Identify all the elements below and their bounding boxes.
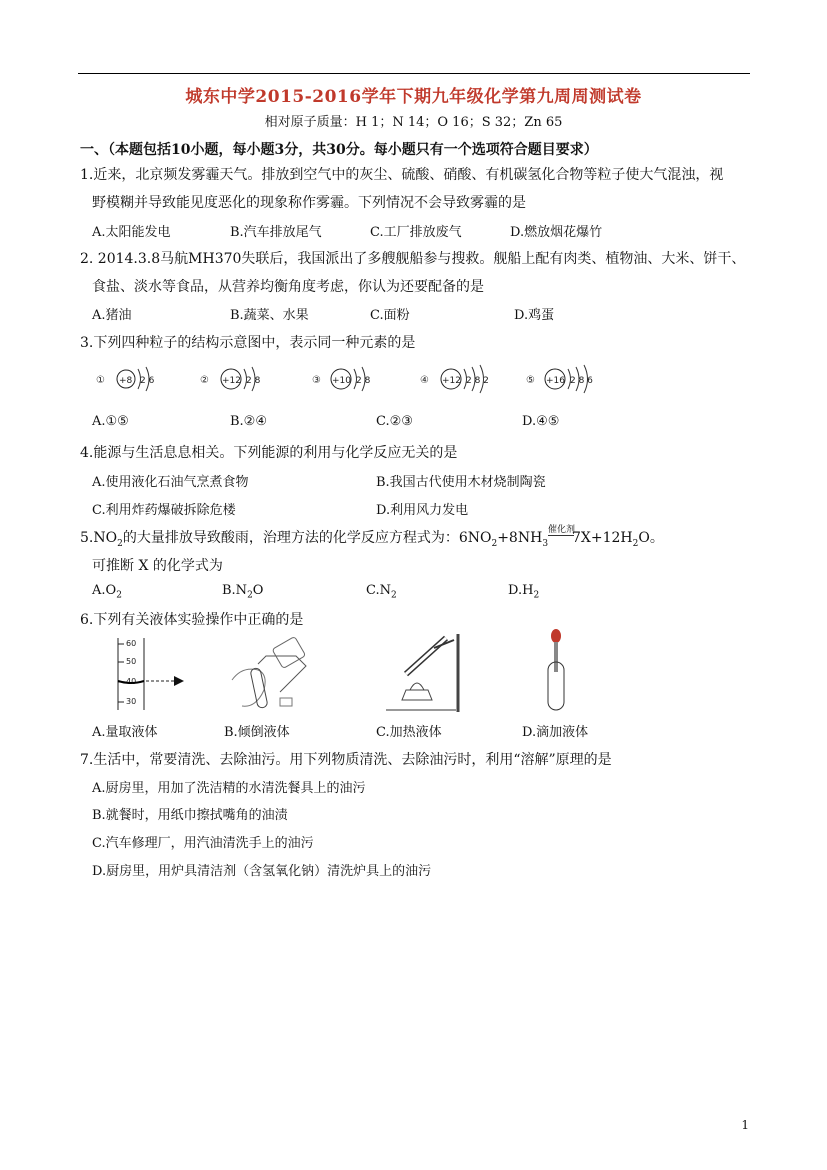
q2-option-c: C.面粉 (370, 308, 410, 323)
q5-d-sub: 2 (533, 590, 540, 601)
pouring-liquid-figure (218, 630, 318, 714)
reaction-arrow (548, 535, 574, 536)
q5-d-text: D.H (508, 583, 534, 598)
q4-option-a: A.使用液化石油气烹煮食物 (92, 475, 249, 490)
q5-sub-1: 2 (117, 538, 123, 549)
q4-option-d: D.利用风力发电 (376, 503, 469, 518)
svg-text:④: ④ (420, 375, 429, 386)
q5-text-c: +8NH (497, 530, 543, 546)
q7-option-c: C.汽车修理厂，用汽油清洗手上的油污 (92, 836, 314, 851)
q1-option-b: B.汽车排放尾气 (230, 225, 322, 240)
q5-b-post: O (252, 583, 264, 598)
scale-label-30: 30 (126, 697, 137, 706)
q5-a-text: A.O (92, 583, 117, 598)
q6-option-d: D.滴加液体 (522, 725, 589, 740)
q1-option-a: A.太阳能发电 (92, 225, 171, 240)
atomic-structure-diagrams (90, 360, 610, 396)
q5-text-b: 的大量排放导致酸雨，治理方法的化学反应方程式为：6NO (122, 530, 492, 546)
q1-option-d: D.燃放烟花爆竹 (510, 225, 603, 240)
svg-text:2 8 2: 2 8 2 (466, 376, 489, 386)
q5-sub-4: 2 (632, 538, 639, 549)
q3-option-d: D.④⑤ (522, 414, 560, 429)
q5-c-text: C.N (366, 583, 391, 598)
q1-stem-line2: 野模糊并导致能见度恶化的现象称作雾霾。下列情况不会导致雾霾的是 (92, 195, 526, 211)
svg-text:2 8: 2 8 (246, 376, 261, 386)
q5-option-b (222, 583, 263, 601)
particle-3 (312, 367, 371, 391)
q2-option-d: D.鸡蛋 (514, 308, 555, 323)
q4-option-c: C.利用炸药爆破拆除危楼 (92, 503, 236, 518)
q5-b-text: B.N (222, 583, 248, 598)
q3-option-c: C.②③ (376, 414, 413, 429)
q5-text-e: O。 (638, 530, 664, 546)
q5-option-d (508, 583, 539, 601)
q5-text-a: 5.NO (80, 530, 118, 546)
svg-text:⑤: ⑤ (526, 375, 535, 386)
svg-text:+8: +8 (119, 376, 133, 386)
q2-stem-line1: 2. 2014.3.8马航MH370失联后，我国派出了多艘舰船参与搜救。舰船上配有肉类、植物油、大米、饼干、 (80, 251, 746, 267)
svg-text:③: ③ (312, 375, 321, 386)
q5-c-sub: 2 (391, 590, 397, 601)
svg-text:2 6: 2 6 (140, 376, 155, 386)
heating-liquid-figure (376, 630, 476, 714)
q3-option-b: B.②④ (230, 414, 267, 429)
q5-text-d: 7X+12H (572, 530, 633, 546)
q2-option-b: B.蔬菜、水果 (230, 308, 309, 323)
q5-products (572, 527, 664, 549)
scale-label-40: 40 (126, 677, 137, 686)
measuring-cylinder-figure (100, 634, 200, 712)
q4-option-b: B.我国古代使用木材烧制陶瓷 (376, 475, 546, 490)
section-heading: 一、（本题包括10小题，每小题3分，共30分。每小题只有一个选项符合题目要求） (80, 142, 598, 158)
q6-stem: 6.下列有关液体实验操作中正确的是 (80, 612, 304, 628)
header-rule (78, 73, 750, 74)
q6-option-c: C.加热液体 (376, 725, 442, 740)
q5-option-a (92, 583, 122, 601)
q5-sub-3: 3 (542, 538, 549, 549)
q2-option-a: A.猪油 (92, 308, 132, 323)
q5-a-sub: 2 (116, 590, 122, 601)
svg-text:+12: +12 (222, 376, 241, 386)
q5-b-sub: 2 (247, 590, 253, 601)
particle-2 (200, 367, 261, 391)
svg-text:2 8: 2 8 (356, 376, 371, 386)
q1-stem-line1: 1.近来，北京频发雾霾天气。排放到空气中的灰尘、硫酸、硝酸、有机碳氢化合物等粒子使大气混浊，视 (80, 167, 724, 183)
q5-sub-2: 2 (491, 538, 498, 549)
svg-text:①: ① (96, 375, 105, 386)
particle-1 (96, 367, 155, 391)
q7-option-a: A.厨房里，用加了洗洁精的水清洗餐具上的油污 (92, 781, 366, 796)
q5-option-c (366, 583, 397, 601)
svg-text:+12: +12 (442, 376, 461, 386)
q7-stem: 7.生活中，常要清洗、去除油污。用下列物质清洗、去除油污时，利用“溶解”原理的是 (80, 752, 612, 768)
q3-option-a: A.①⑤ (92, 414, 129, 429)
page-number: 1 (741, 1118, 749, 1132)
particle-5 (526, 365, 593, 393)
svg-text:+16: +16 (546, 376, 565, 386)
page-title: 城东中学2015-2016学年下期九年级化学第九周周测试卷 (185, 87, 642, 107)
q5-stem-line1 (80, 527, 548, 549)
svg-text:+10: +10 (332, 376, 351, 386)
q4-stem: 4.能源与生活息息相关。下列能源的利用与化学反应无关的是 (80, 445, 458, 461)
q6-option-b: B.倾倒液体 (224, 725, 290, 740)
svg-text:②: ② (200, 375, 209, 386)
q3-stem: 3.下列四种粒子的结构示意图中，表示同一种元素的是 (80, 335, 416, 351)
q2-stem-line2: 食盐、淡水等食品，从营养均衡角度考虑，你认为还要配备的是 (92, 279, 484, 295)
catalyst-label: 催化剂 (548, 525, 576, 535)
q6-option-a: A.量取液体 (92, 725, 158, 740)
scale-label-50: 50 (126, 657, 137, 666)
scale-label-60: 60 (126, 639, 137, 648)
q7-option-b: B.就餐时，用纸巾擦拭嘴角的油渍 (92, 808, 288, 823)
q5-stem-line2: 可推断 X 的化学式为 (92, 558, 223, 574)
q7-option-d: D.厨房里，用炉具清洁剂（含氢氧化钠）清洗炉具上的油污 (92, 864, 432, 879)
q1-option-c: C.工厂排放废气 (370, 225, 462, 240)
particle-4 (420, 365, 489, 393)
dropper-figure (538, 628, 578, 714)
atomic-masses: 相对原子质量：H 1；N 14；O 16；S 32；Zn 65 (264, 115, 563, 130)
svg-text:2 8 6: 2 8 6 (570, 376, 593, 386)
